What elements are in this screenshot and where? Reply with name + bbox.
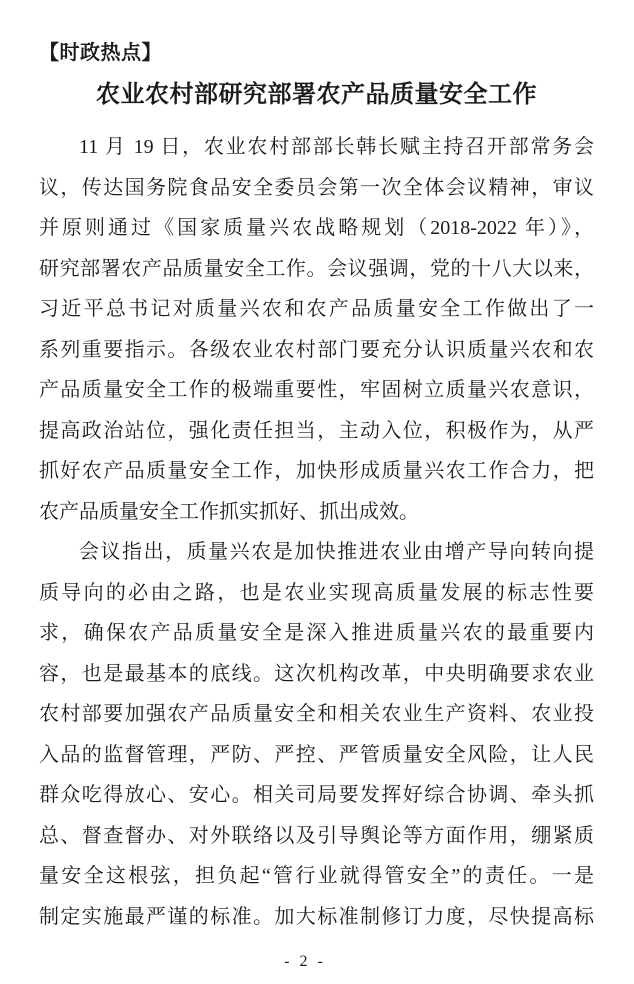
- body-line: 研究部署农产品质量安全工作。会议强调，党的十八大以来，: [39, 257, 594, 280]
- body-line: 11 月 19 日，农业农村部部长韩长赋主持召开部常务会: [79, 136, 594, 158]
- body-line: 群众吃得放心、安心。相关司局要发挥好综合协调、牵头抓: [39, 784, 594, 806]
- body-line: 产品质量安全工作的极端重要性，牢固树立质量兴农意识，: [39, 379, 594, 401]
- document-body: [39, 127, 594, 937]
- body-line: 会议指出，质量兴农是加快推进农业由增产导向转向提: [79, 541, 594, 563]
- body-line: 议，传达国务院食品安全委员会第一次全体会议精神，审议: [39, 176, 594, 199]
- section-header: 【时政热点】: [39, 42, 162, 64]
- body-line: 求，确保农产品质量安全是深入推进质量兴农的最重要内: [39, 622, 594, 644]
- body-line: 总、督查督办、对外联络以及引导舆论等方面作用，绷紧质: [39, 824, 594, 847]
- body-line: 入品的监督管理，严防、严控、严管质量安全风险，让人民: [39, 743, 594, 766]
- body-line: 习近平总书记对质量兴农和农产品质量安全工作做出了一: [39, 298, 594, 320]
- body-line: 农产品质量安全工作抓实抓好、抓出成效。: [39, 500, 419, 523]
- page-title: 农业农村部研究部署农产品质量安全工作: [96, 82, 537, 108]
- body-line: 并原则通过《国家质量兴农战略规划（2018-2022 年）》，: [39, 217, 594, 239]
- body-line: 提高政治站位，强化责任担当，主动入位，积极作为，从严: [39, 419, 594, 442]
- body-line: 质导向的必由之路，也是农业实现高质量发展的标志性要: [39, 581, 594, 604]
- body-line: 容，也是最基本的底线。这次机构改革，中央明确要求农业: [39, 662, 594, 685]
- body-line: 农村部要加强农产品质量安全和相关农业生产资料、农业投: [39, 703, 594, 725]
- body-line: 制定实施最严谨的标准。加大标准制修订力度，尽快提高标: [39, 905, 594, 928]
- page-number: - 2 -: [284, 953, 326, 970]
- body-line: 抓好农产品质量安全工作，加快形成质量兴农工作合力，把: [39, 460, 594, 482]
- body-line: 系列重要指示。各级农业农村部门要充分认识质量兴农和农: [39, 338, 594, 361]
- body-line: 量安全这根弦，担负起“管行业就得管安全”的责任。一是: [39, 865, 594, 887]
